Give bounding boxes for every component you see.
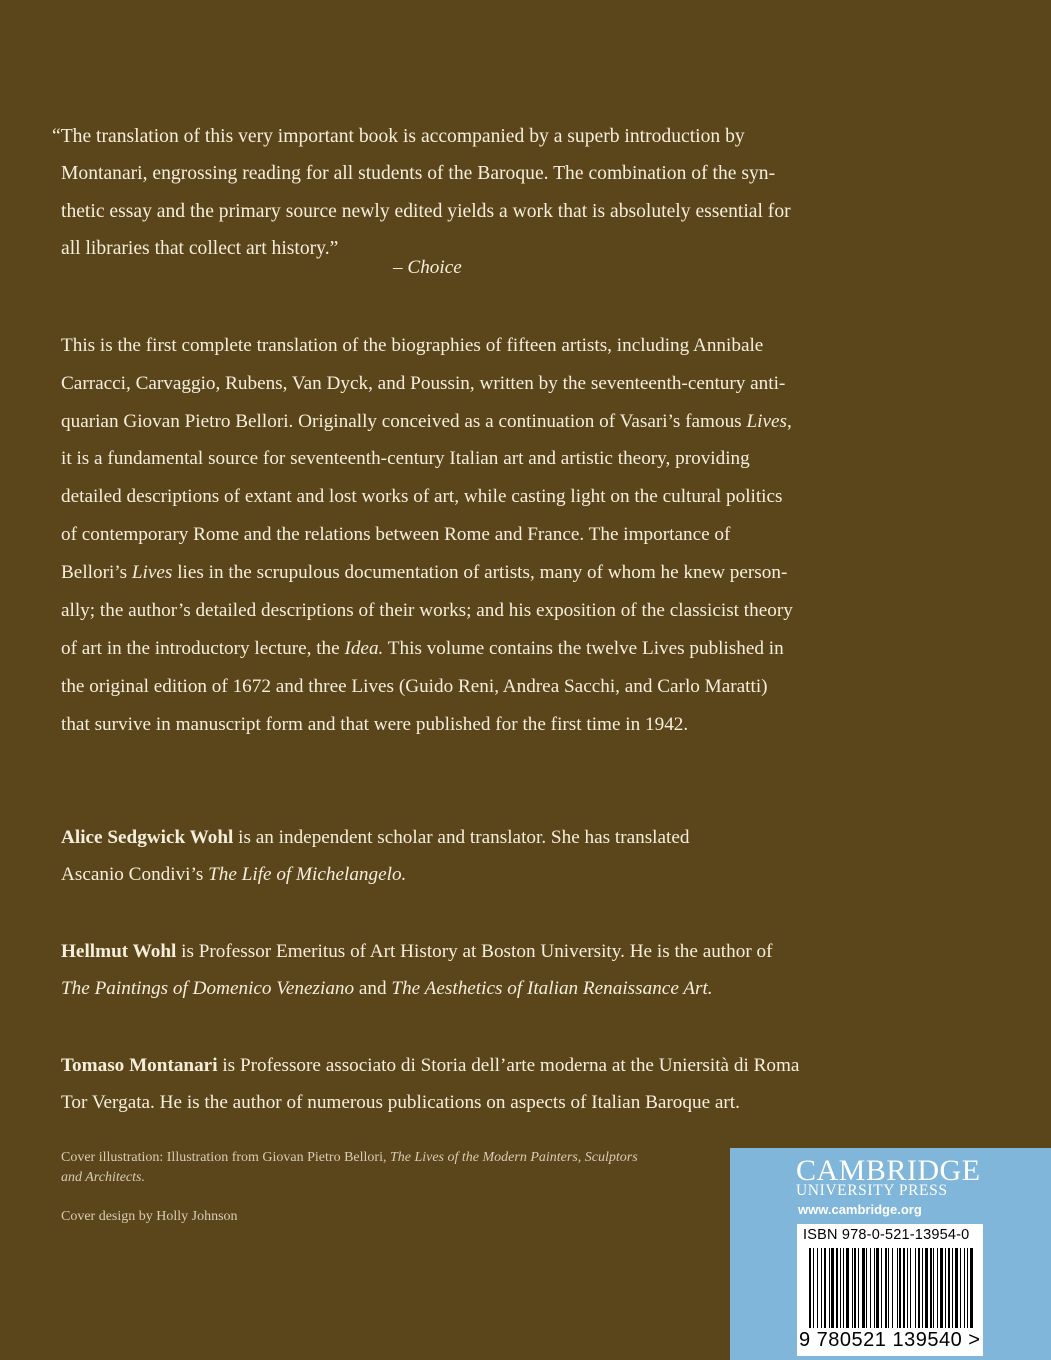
quote-line: all libraries that collect art history.” xyxy=(61,238,339,259)
description-line: it is a fundamental source for seventeenth-century Italian art and artistic theory, providing xyxy=(61,448,750,469)
description-text: This volume contains the twelve Lives published in xyxy=(387,638,784,659)
description-line: Carracci, Carvaggio, Rubens, Van Dyck, and Poussin, written by the seventeenth-century anti- xyxy=(61,373,786,394)
bio-text: Ascanio Condivi’s xyxy=(61,864,204,885)
description-line: of contemporary Rome and the relations between Rome and France. The importance of xyxy=(61,524,731,545)
description-line: that survive in manuscript form and that were published for the first time in 1942. xyxy=(61,714,689,735)
bio-line xyxy=(61,940,773,964)
barcode-box xyxy=(797,1224,983,1356)
book-description xyxy=(61,334,831,734)
bio-text: is Professore associato di Storia dell’arte moderna at the Uniersità di Roma xyxy=(222,1055,800,1076)
idea-italic: Idea. xyxy=(344,638,384,659)
bio-text: is an independent scholar and translator. She has translated xyxy=(238,827,690,848)
book-title: The Aesthetics of Italian Renaissance Art. xyxy=(391,978,713,999)
bio-line xyxy=(61,863,406,887)
book-title: The Paintings of Domenico Veneziano xyxy=(61,978,355,999)
barcode-number: 9 780521 139540 > xyxy=(799,1329,981,1351)
quote-line: “The translation of this very important book is accompanied by a superb introduction by xyxy=(52,126,745,147)
credit-text: Cover illustration: Illustration from Giovan Pietro Bellori, xyxy=(61,1150,387,1165)
author-name: Hellmut Wohl xyxy=(61,941,177,962)
bio-line xyxy=(61,826,689,850)
author-name: Tomaso Montanari xyxy=(61,1055,218,1076)
description-line: detailed descriptions of extant and lost works of art, while casting light on the cultural politics xyxy=(61,486,783,507)
description-line xyxy=(61,637,784,661)
description-text: Bellori’s xyxy=(61,562,128,583)
quote-attribution: – Choice xyxy=(393,257,462,278)
description-text: lies in the scrupulous documentation of artists, many of whom he knew person- xyxy=(177,562,788,583)
publisher-panel xyxy=(730,1148,1051,1360)
barcode-icon xyxy=(809,1248,973,1328)
publisher-website: www.cambridge.org xyxy=(798,1202,922,1217)
bio-text: and xyxy=(358,978,387,999)
description-line: This is the first complete translation of the biographies of fifteen artists, including Annibale xyxy=(61,335,764,356)
cover-illustration-credit-cont: and Architects. xyxy=(61,1170,145,1185)
bio-text: is Professor Emeritus of Art History at Boston University. He is the author of xyxy=(181,941,773,962)
description-line: the original edition of 1672 and three Lives (Guido Reni, Andrea Sacchi, and Carlo Maratti) xyxy=(61,676,768,697)
cover-illustration-credit xyxy=(61,1148,638,1168)
quote-line: Montanari, engrossing reading for all students of the Baroque. The combination of the syn- xyxy=(61,163,776,184)
bio-hellmut xyxy=(61,940,831,1010)
description-line: ally; the author’s detailed descriptions of their works; and his exposition of the classicist theory xyxy=(61,600,793,621)
publisher-name: CAMBRIDGE xyxy=(796,1154,981,1187)
description-line xyxy=(61,561,787,585)
description-text: quarian Giovan Pietro Bellori. Originally conceived as a continuation of Vasari’s famous xyxy=(61,411,742,432)
cover-design-credit: Cover design by Holly Johnson xyxy=(61,1209,238,1224)
bio-line: Tor Vergata. He is the author of numerous publications on aspects of Italian Baroque art. xyxy=(61,1092,740,1113)
lives-italic: Lives xyxy=(746,411,787,432)
credit-title: The Lives of the Modern Painters, Sculptors xyxy=(389,1150,638,1165)
author-name: Alice Sedgwick Wohl xyxy=(61,827,234,848)
lives-italic: Lives xyxy=(131,562,173,583)
quote-line: thetic essay and the primary source newly edited yields a work that is absolutely essential for xyxy=(61,201,791,222)
publisher-press: UNIVERSITY PRESS xyxy=(796,1182,948,1199)
bio-line xyxy=(61,977,713,1001)
book-title: The Life of Michelangelo. xyxy=(208,864,407,885)
description-text: of art in the introductory lecture, the xyxy=(61,638,340,659)
bio-tomaso xyxy=(61,1054,831,1124)
description-line: quarian Giovan Pietro Bellori. Originally conceived as a continuation of Vasari’s famous Lives, xyxy=(61,411,792,432)
bio-alice xyxy=(61,826,831,896)
isbn-label: ISBN 978-0-521-13954-0 xyxy=(803,1227,970,1243)
bio-line xyxy=(61,1054,799,1078)
